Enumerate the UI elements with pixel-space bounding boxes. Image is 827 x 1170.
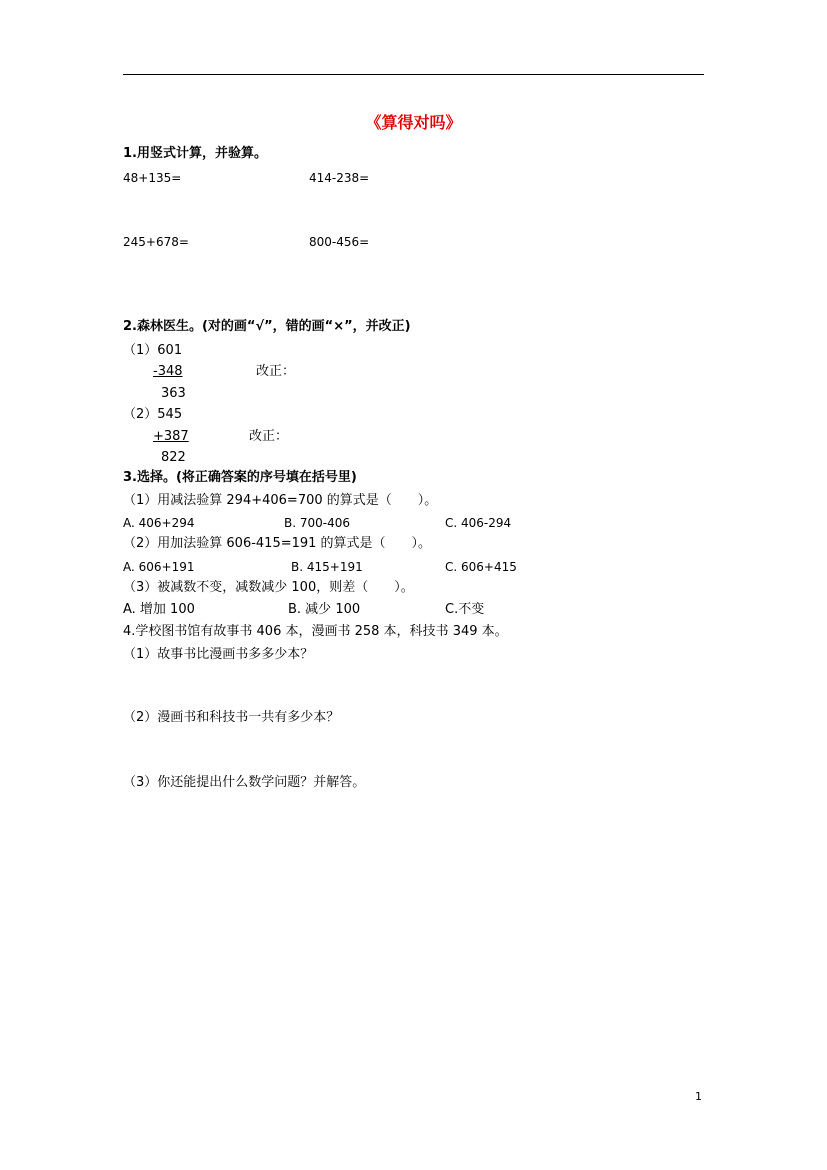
q3-s1-option-b: B. 700-406 (284, 516, 350, 530)
q2-p1-number: （1）601 (123, 343, 183, 358)
q4-heading: 4.学校图书馆有故事书 406 本，漫画书 258 本，科技书 349 本。 (123, 624, 508, 639)
q2-p1-subtrahend: -348 (153, 364, 183, 379)
q3-heading: 3.选择。(将正确答案的序号填在括号里) (123, 470, 357, 485)
q2-p2-result: 822 (161, 450, 186, 465)
q2-p1-result: 363 (161, 386, 186, 401)
q2-heading: 2.森林医生。(对的画“√”，错的画“×”，并改正) (123, 319, 411, 334)
q2-p2-number: （2）545 (123, 407, 183, 422)
q3-s3-question: （3）被减数不变，减数减少 100，则差（ ）。 (123, 580, 414, 595)
q1-item-3: 245+678= (123, 235, 189, 249)
q3-s3-option-b: B. 减少 100 (288, 602, 361, 617)
q1-item-4: 800-456= (309, 235, 370, 249)
q1-item-1: 48+135= (123, 171, 182, 185)
q2-p2-fix-label: 改正： (249, 429, 289, 444)
header-rule (123, 74, 704, 75)
q3-s1-option-c: C. 406-294 (445, 516, 512, 530)
page-title: 《算得对吗》 (365, 113, 462, 132)
q4-part-3: （3）你还能提出什么数学问题？并解答。 (123, 775, 366, 790)
q3-s2-option-b: B. 415+191 (291, 560, 363, 574)
q3-s2-option-c: C. 606+415 (445, 560, 517, 574)
q3-s1-question: （1）用减法验算 294+406=700 的算式是（ ）。 (123, 493, 438, 508)
q3-s2-question: （2）用加法验算 606-415=191 的算式是（ ）。 (123, 536, 432, 551)
q3-s3-option-c: C.不变 (445, 602, 485, 617)
q2-p2-addend: +387 (153, 429, 189, 444)
q2-p1-fix-label: 改正： (256, 364, 296, 379)
q1-heading: 1.用竖式计算，并验算。 (123, 146, 267, 161)
q4-part-2: （2）漫画书和科技书一共有多少本？ (123, 710, 340, 725)
q3-s3-option-a: A. 增加 100 (123, 602, 195, 617)
q3-s2-option-a: A. 606+191 (123, 560, 195, 574)
q4-part-1: （1）故事书比漫画书多多少本？ (123, 647, 314, 662)
page-number: 1 (695, 1090, 702, 1103)
q1-item-2: 414-238= (309, 171, 370, 185)
q3-s1-option-a: A. 406+294 (123, 516, 195, 530)
